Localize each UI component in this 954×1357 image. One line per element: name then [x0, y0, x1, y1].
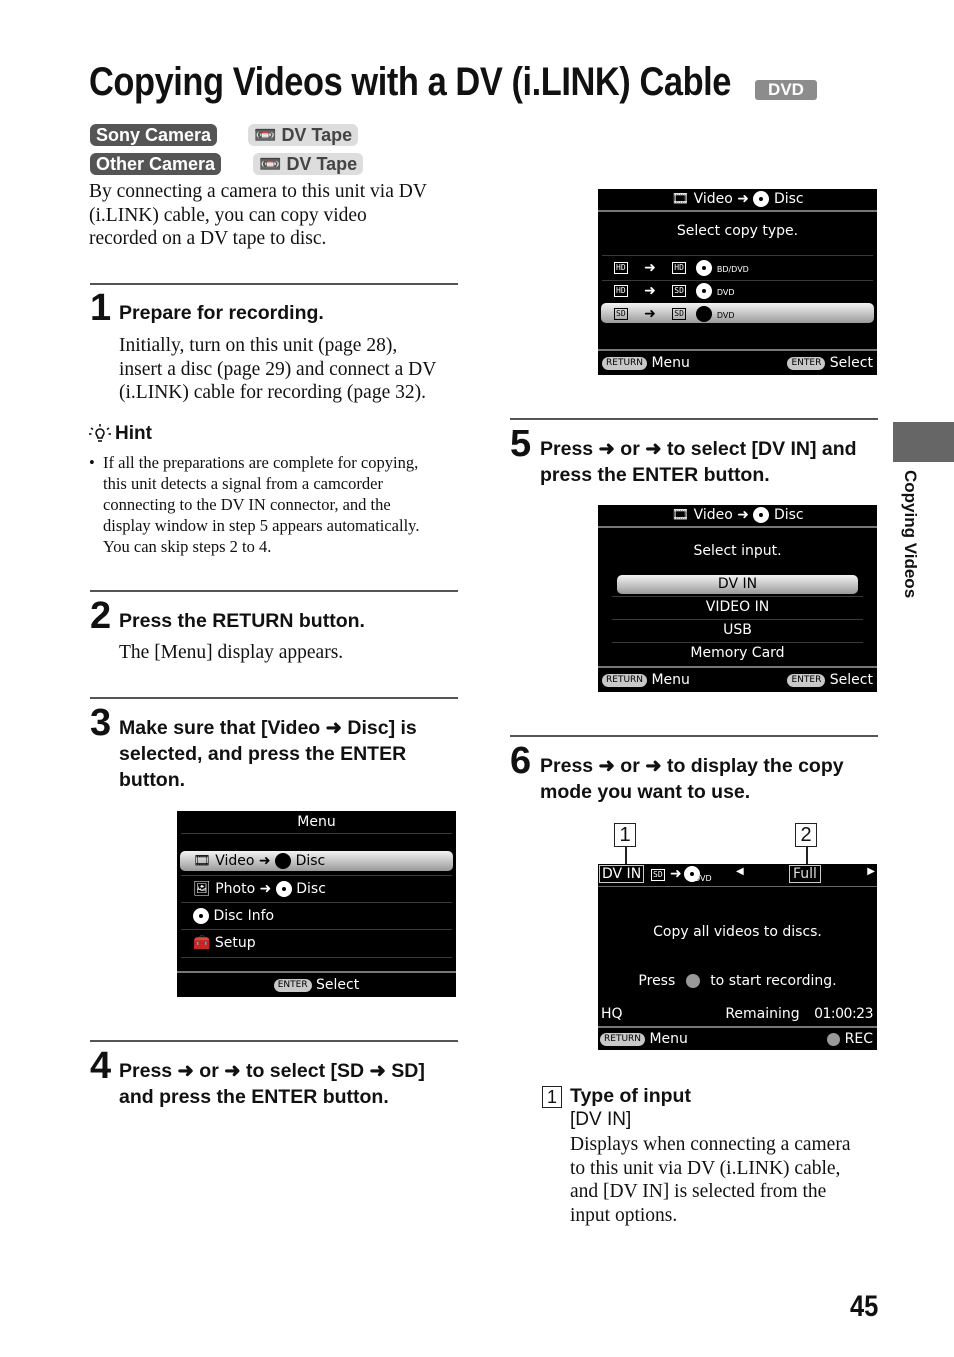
menu-item-setup[interactable] [193, 935, 456, 951]
lightbulb-icon [89, 424, 111, 446]
menu-item-target: Disc [296, 881, 326, 897]
photo-icon: 🖼 [193, 881, 211, 897]
quality-to: HD [674, 263, 684, 272]
footer-menu: Menu [649, 1031, 688, 1047]
disc-icon [753, 507, 769, 523]
remaining-time: 01:00:23 [814, 1006, 873, 1022]
heading-line: mode you want to use. [540, 781, 751, 803]
note-line: to this unit via DV (i.LINK) cable, [570, 1157, 841, 1179]
tag-label: DV Tape [281, 125, 353, 145]
page-number: 45 [850, 1290, 879, 1323]
page-title: Copying Videos with a DV (i.LINK) Cable [89, 60, 731, 104]
hint-line: You can skip steps 2 to 4. [103, 537, 272, 556]
tape-icon: 📼 [254, 125, 277, 145]
quality-mode: HQ [601, 1006, 623, 1022]
heading-line: selected, and press the ENTER [119, 743, 407, 765]
disc-icon [753, 191, 769, 207]
note-body [570, 1133, 890, 1227]
hint-line: If all the preparations are complete for copying, [103, 453, 419, 472]
divider [510, 418, 878, 420]
hint-line: connecting to the DV IN connector, and the [103, 495, 391, 514]
step4-heading [119, 1058, 459, 1110]
callout-1: 1 [614, 823, 636, 847]
footer-select: Select [829, 355, 873, 371]
note-line: input options. [570, 1204, 678, 1226]
intro-line: (i.LINK) cable, you can copy video [89, 204, 367, 226]
step-number: 5 [510, 423, 532, 465]
enter-button-icon: ENTER [787, 674, 825, 687]
screen-prompt: Select input. [693, 543, 782, 559]
quality-from: SD [616, 309, 626, 318]
input-option-usb[interactable]: USB [723, 622, 752, 638]
menu-item-target: Disc [295, 853, 326, 869]
input-indicator: DV IN [599, 865, 644, 883]
separator [612, 596, 863, 597]
callout-2: 2 [795, 823, 817, 847]
disc-icon [275, 853, 291, 869]
body-line: insert a disc (page 29) and connect a DV [119, 358, 437, 380]
separator [598, 1026, 877, 1028]
screen-footer-right [787, 672, 873, 688]
disc-icon [193, 908, 209, 924]
separator [598, 349, 877, 351]
input-option-video-in[interactable]: VIDEO IN [705, 599, 770, 615]
separator [598, 210, 877, 212]
screen-header [598, 191, 877, 207]
heading-line: Press ➜ or ➜ to select [DV IN] and [540, 438, 857, 460]
step1-heading: Prepare for recording. [119, 302, 324, 324]
menu-item-label: Photo [215, 881, 256, 897]
note-line: and [DV IN] is selected from the [570, 1181, 827, 1202]
screen-prompt: Select copy type. [676, 223, 799, 239]
copy-type-row-selected[interactable] [614, 306, 877, 322]
disc-type: DVD [694, 874, 712, 883]
tag-sony-camera: Sony Camera [90, 124, 217, 146]
separator [181, 902, 452, 903]
menu-item-disc-info[interactable] [193, 908, 456, 924]
hint-body [103, 452, 463, 557]
footer-select: Select [316, 977, 360, 993]
quality-to: SD [674, 309, 684, 318]
divider [90, 697, 458, 699]
note-line: Displays when connecting a camera [570, 1134, 851, 1155]
footer-rec: REC [844, 1031, 873, 1047]
heading-line: Press ➜ or ➜ to select [SD ➜ SD] [119, 1060, 425, 1082]
remaining-label: Remaining [725, 1006, 800, 1022]
tag-other-camera: Other Camera [90, 153, 221, 175]
arrow-right-icon: ➜ [670, 866, 682, 882]
arrow-right-icon: ➜ [259, 881, 272, 897]
press-label: Press [638, 973, 676, 989]
screen-footer-right [787, 355, 873, 371]
right-arrow-icon[interactable]: ▶ [867, 866, 875, 877]
arrow-right-icon: ➜ [644, 306, 656, 322]
body-line: Initially, turn on this unit (page 28), [119, 335, 398, 356]
tag-dv-tape-1 [248, 124, 358, 146]
step6-heading [540, 753, 885, 805]
input-option-dv-in[interactable]: DV IN [717, 576, 758, 592]
left-arrow-icon[interactable]: ◀ [736, 866, 744, 877]
disc-type: BD/DVD [716, 265, 749, 274]
menu-screen [177, 811, 456, 997]
screen-footer [177, 977, 456, 993]
step1-body [119, 334, 464, 405]
press-instruction [598, 973, 877, 989]
arrow-right-icon: ➜ [644, 283, 656, 299]
footer-menu: Menu [651, 672, 690, 688]
body-line: (i.LINK) cable for recording (page 32). [119, 382, 426, 403]
tag-label: DV Tape [286, 154, 358, 174]
separator [177, 971, 456, 973]
arrow-right-icon: ➜ [737, 191, 750, 207]
intro-line: By connecting a camera to this unit via DV [89, 181, 427, 202]
hint-title: Hint [115, 423, 152, 444]
step-number: 1 [90, 287, 112, 329]
hint-bullet: • [89, 453, 95, 472]
heading-line: Press ➜ or ➜ to display the copy [540, 755, 844, 777]
step2-heading: Press the RETURN button. [119, 610, 365, 632]
header-left: Video [693, 507, 733, 523]
step-number: 3 [90, 702, 112, 744]
hint-header [89, 423, 152, 446]
enter-button-icon: ENTER [787, 357, 825, 370]
quality-from: HD [616, 286, 626, 295]
note-value: [DV IN] [570, 1109, 632, 1130]
quality-to: SD [674, 286, 684, 295]
callout-line [625, 847, 627, 864]
separator [598, 526, 877, 528]
enter-button-icon: ENTER [274, 979, 312, 992]
side-label: Copying Videos [901, 470, 920, 599]
record-button-icon [686, 974, 700, 988]
screen-header [598, 507, 877, 523]
hint-line: this unit detects a signal from a camcorder [103, 474, 383, 493]
footer-select: Select [829, 672, 873, 688]
copy-type-screen [598, 189, 877, 375]
input-screen [598, 505, 877, 692]
step3-heading [119, 715, 459, 793]
menu-item-label: Video [215, 853, 255, 869]
film-icon: 🎞 [193, 853, 211, 869]
step-number: 4 [90, 1045, 112, 1087]
copy-type-row[interactable] [614, 260, 877, 276]
menu-item-label: Disc Info [213, 908, 275, 924]
separator [181, 957, 452, 958]
copy-type-row[interactable] [614, 283, 877, 299]
tape-icon: 📼 [259, 154, 282, 174]
disc-icon [696, 260, 712, 276]
input-option-memory-card[interactable]: Memory Card [690, 645, 785, 661]
header-right: Disc [773, 507, 804, 523]
start-label: to start recording. [710, 973, 837, 989]
screen-footer-right [827, 1031, 873, 1047]
disc-icon [696, 283, 712, 299]
hint-line: display window in step 5 appears automatically. [103, 516, 420, 535]
disc-type: DVD [716, 311, 735, 320]
step-number: 6 [510, 740, 532, 782]
menu-item-video-disc[interactable] [193, 853, 456, 869]
toolbox-icon: 🧰 [193, 935, 211, 951]
separator [181, 875, 452, 876]
separator [602, 280, 873, 281]
tag-dv-tape-2 [253, 153, 363, 175]
header-left: Video [693, 191, 733, 207]
divider [90, 590, 458, 592]
film-icon: 🎞 [671, 191, 690, 207]
callout-line [806, 847, 808, 864]
return-button-icon: RETURN [600, 1033, 645, 1046]
screen-title: Menu [297, 814, 336, 830]
intro-text [89, 180, 469, 251]
quality-tag: SD [653, 870, 663, 879]
separator [181, 833, 452, 834]
disc-icon [696, 306, 712, 322]
quality-from: HD [616, 263, 626, 272]
step5-heading [540, 436, 885, 488]
copy-message: Copy all videos to discs. [653, 924, 822, 940]
separator [598, 666, 877, 668]
separator [602, 255, 873, 256]
divider [510, 735, 878, 737]
dvd-badge: DVD [755, 80, 817, 100]
intro-line: recorded on a DV tape to disc. [89, 228, 327, 249]
separator [612, 642, 863, 643]
menu-item-photo-disc[interactable] [193, 881, 456, 897]
heading-line: press the ENTER button. [540, 464, 770, 486]
status-bar [598, 864, 877, 885]
side-tab [893, 422, 954, 462]
menu-item-label: Setup [214, 935, 256, 951]
copy-screen [598, 864, 877, 1050]
header-right: Disc [773, 191, 804, 207]
return-button-icon: RETURN [602, 674, 647, 687]
separator [612, 619, 863, 620]
arrow-right-icon: ➜ [644, 260, 656, 276]
footer-menu: Menu [651, 355, 690, 371]
disc-type: DVD [716, 288, 735, 297]
remaining-info [725, 1006, 873, 1022]
arrow-right-icon: ➜ [258, 853, 271, 869]
step-number: 2 [90, 595, 112, 637]
mode-indicator[interactable]: Full [789, 865, 821, 883]
heading-line: button. [119, 769, 186, 791]
disc-icon [276, 881, 292, 897]
heading-line: Make sure that [Video ➜ Disc] is [119, 717, 417, 739]
arrow-right-icon: ➜ [737, 507, 750, 523]
divider [90, 283, 458, 285]
record-button-icon [827, 1033, 840, 1046]
separator [598, 886, 877, 887]
note-title: Type of input [570, 1085, 691, 1107]
return-button-icon: RETURN [602, 357, 647, 370]
note-number: 1 [542, 1086, 562, 1108]
film-icon: 🎞 [671, 507, 690, 523]
separator [181, 929, 452, 930]
heading-line: and press the ENTER button. [119, 1086, 389, 1108]
step2-body: The [Menu] display appears. [119, 642, 344, 663]
divider [90, 1040, 458, 1042]
